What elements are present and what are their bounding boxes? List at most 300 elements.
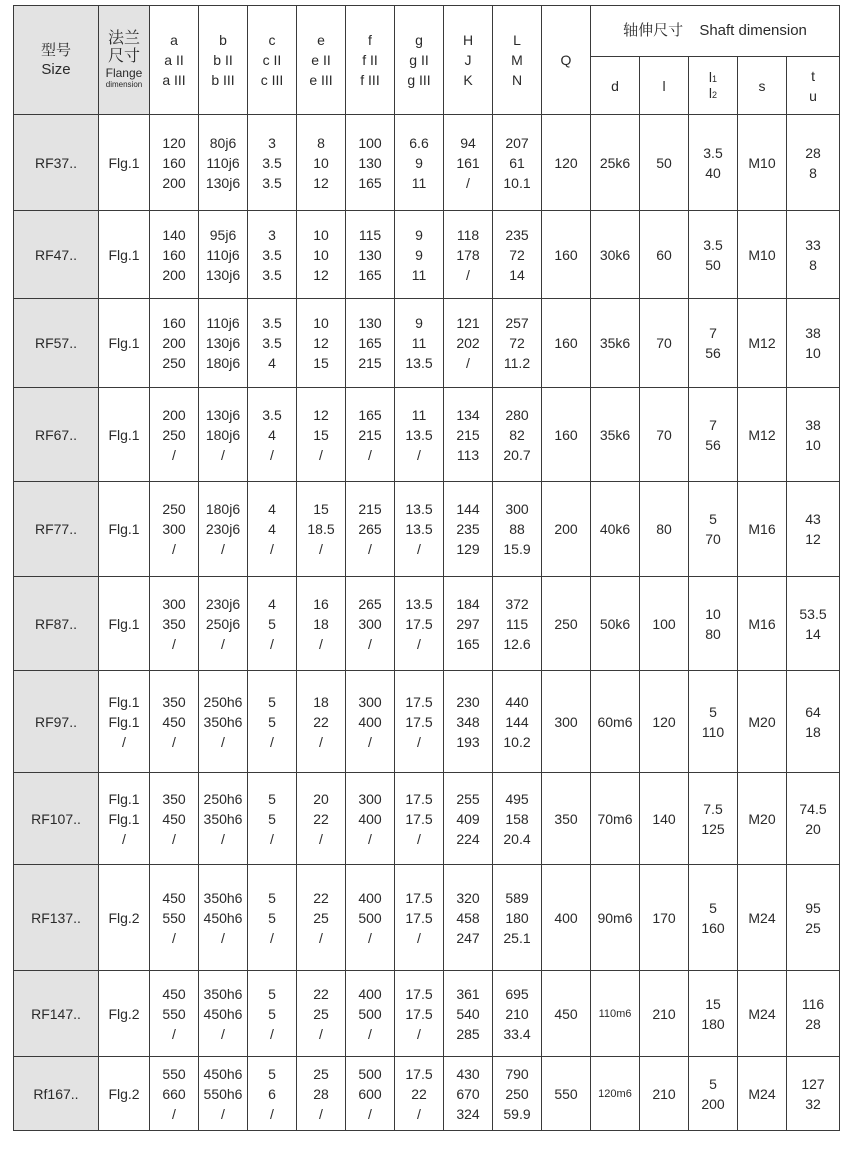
a-cell-line: 450 [162, 985, 186, 1002]
hjk-cell-line: 361 [456, 985, 480, 1002]
table-row [14, 971, 840, 1057]
tu-cell-line: 95 [805, 899, 821, 916]
g-cell-line: 17.5 [405, 985, 433, 1002]
g-cell [395, 971, 444, 1057]
hjk-cell-line: 193 [456, 733, 480, 750]
b-cell-line: 230j6 [205, 595, 241, 612]
b-cell-line: 350h6 [203, 713, 243, 730]
size-header-en: Size [41, 61, 71, 78]
l12-cell [689, 671, 738, 773]
l12-cell [689, 211, 738, 299]
d-cell: 25k6 [591, 115, 640, 211]
col-header-l: l [640, 57, 689, 115]
table-row [14, 115, 840, 211]
b-cell [199, 299, 248, 388]
hjk-cell-line: 224 [456, 830, 480, 847]
e-cell-line: 15 [313, 355, 329, 371]
hjk-cell-line: 409 [456, 810, 480, 827]
c-cell-line: 6 [268, 1085, 276, 1102]
tu-cell-line: 64 [805, 703, 821, 720]
l12-cell [689, 299, 738, 388]
c-cell-line: / [270, 1105, 274, 1122]
flange-cell-line: Flg.1 [108, 154, 140, 171]
d-cell: 35k6 [591, 299, 640, 388]
c-cell-line: 4 [268, 595, 276, 612]
tu-cell-line: 74.5 [799, 800, 827, 817]
f-cell-line: 400 [358, 985, 382, 1002]
b-cell-line: 110j6 [206, 246, 240, 263]
q-cell: 160 [542, 299, 591, 388]
lmn-cell-line: 300 [505, 501, 529, 517]
size-header [14, 6, 99, 115]
l-cell: 70 [640, 299, 689, 388]
l-cell: 100 [640, 577, 689, 671]
e-cell [297, 211, 346, 299]
hjk-cell [444, 388, 493, 482]
a-cell-line: 550 [162, 1065, 186, 1082]
g-cell-line: / [417, 541, 421, 557]
c-cell-line: 4 [268, 426, 276, 443]
col-header-a: a a II a III [150, 6, 199, 115]
f-cell [346, 971, 395, 1057]
e-cell-line: 12 [313, 174, 329, 191]
table-row [14, 482, 840, 577]
g-cell-line: 13.5 [405, 355, 433, 371]
b-cell [199, 388, 248, 482]
a-cell [150, 773, 199, 865]
f-cell [346, 1057, 395, 1131]
f-cell-line: 165 [358, 174, 382, 191]
lmn-cell-line: 495 [505, 790, 529, 807]
a-cell [150, 482, 199, 577]
e-cell-line: 22 [313, 985, 329, 1002]
hjk-cell [444, 1057, 493, 1131]
e-cell [297, 865, 346, 971]
l12-cell-line: 5 [709, 899, 717, 916]
e-cell-line: 25 [313, 1005, 329, 1022]
l12-cell-line: 15 [705, 995, 721, 1012]
b-cell-line: 450h6 [203, 1005, 243, 1022]
b-cell [199, 482, 248, 577]
hjk-cell [444, 482, 493, 577]
a-cell-line: / [172, 1105, 176, 1122]
tu-cell-line: 28 [805, 144, 821, 161]
a-cell-line: 350 [162, 615, 186, 632]
l12-cell [689, 482, 738, 577]
b-cell-line: 450h6 [203, 1065, 243, 1082]
q-cell: 160 [542, 388, 591, 482]
l12-cell-line: 80 [705, 625, 721, 642]
lmn-cell-line: 589 [505, 889, 529, 906]
hjk-cell-line: 255 [456, 790, 480, 807]
e-cell [297, 388, 346, 482]
flange-header-en: Flange [105, 66, 143, 80]
tu-cell [787, 671, 840, 773]
a-cell-line: / [172, 929, 176, 946]
f-cell [346, 577, 395, 671]
g-cell-line: / [417, 830, 421, 847]
tu-cell-line: 25 [805, 919, 821, 936]
tu-cell-line: 20 [805, 820, 821, 837]
flange-cell [99, 388, 150, 482]
g-cell [395, 865, 444, 971]
tu-cell [787, 115, 840, 211]
l12-cell-line: 70 [705, 531, 721, 547]
c-cell-line: 3.5 [262, 174, 282, 191]
c-cell-line: 3.5 [262, 154, 282, 171]
c-cell [248, 865, 297, 971]
col-header-d: d [591, 57, 640, 115]
e-cell-line: 10 [313, 315, 329, 331]
g-cell-line: / [417, 446, 421, 463]
hjk-cell-line: 178 [456, 246, 480, 263]
q-cell: 250 [542, 577, 591, 671]
size-cell: RF37.. [14, 115, 99, 211]
a-cell-line: / [172, 830, 176, 847]
flange-cell-line: Flg.2 [108, 1085, 140, 1102]
b-cell-line: 550h6 [203, 1085, 243, 1102]
l12-cell-line: 3.5 [703, 144, 723, 161]
size-cell: RF147.. [14, 971, 99, 1057]
hjk-cell-line: 113 [456, 446, 480, 463]
c-cell [248, 211, 297, 299]
hjk-cell [444, 211, 493, 299]
tu-cell-line: 8 [809, 164, 817, 181]
hjk-cell [444, 865, 493, 971]
l12-cell-line: 40 [705, 164, 721, 181]
hjk-cell-line: / [466, 174, 470, 191]
tu-cell [787, 482, 840, 577]
q-cell: 450 [542, 971, 591, 1057]
flange-cell-line: Flg.1 [108, 335, 140, 351]
lmn-cell [493, 865, 542, 971]
l12-cell [689, 1057, 738, 1131]
f-cell-line: 300 [358, 790, 382, 807]
hjk-cell-line: 247 [456, 929, 480, 946]
flange-cell-line: Flg.1 [108, 426, 140, 443]
hjk-cell [444, 971, 493, 1057]
a-cell-line: 350 [162, 693, 186, 710]
lmn-cell-line: 257 [505, 315, 529, 331]
spec-table [13, 5, 840, 1131]
l12-cell [689, 115, 738, 211]
b-cell-line: / [221, 446, 225, 463]
s-cell: M24 [738, 865, 787, 971]
a-cell [150, 865, 199, 971]
a-cell-line: 450 [162, 810, 186, 827]
g-cell [395, 773, 444, 865]
a-cell-line: 550 [162, 909, 186, 926]
s-cell: M16 [738, 577, 787, 671]
g-cell-line: 22 [411, 1085, 427, 1102]
g-cell [395, 388, 444, 482]
e-cell-line: / [319, 1025, 323, 1042]
g-cell-line: 13.5 [405, 426, 433, 443]
f-cell-line: / [368, 830, 372, 847]
lmn-cell-line: 20.4 [503, 830, 531, 847]
b-cell [199, 1057, 248, 1131]
g-cell-line: 11 [411, 406, 427, 423]
lmn-cell-line: 250 [505, 1085, 529, 1102]
size-cell: RF107.. [14, 773, 99, 865]
col-header-tu: t u [787, 57, 840, 115]
c-cell [248, 115, 297, 211]
e-cell-line: 16 [313, 595, 329, 612]
g-cell-line: 9 [415, 315, 423, 331]
l-cell: 50 [640, 115, 689, 211]
l12-cell-line: 160 [701, 919, 725, 936]
c-cell [248, 971, 297, 1057]
f-cell-line: 500 [358, 1005, 382, 1022]
size-cell: RF47.. [14, 211, 99, 299]
c-cell-line: 4 [268, 501, 276, 517]
a-cell-line: / [172, 635, 176, 652]
a-cell-line: / [172, 1025, 176, 1042]
hjk-cell-line: 134 [456, 406, 480, 423]
flange-cell-line: Flg.1 [108, 790, 140, 807]
size-cell: Rf167.. [14, 1057, 99, 1131]
col-header-e: e e II e III [297, 6, 346, 115]
hjk-cell-line: 320 [456, 889, 480, 906]
table-row [14, 388, 840, 482]
b-cell-line: 250j6 [205, 615, 241, 632]
size-cell: RF137.. [14, 865, 99, 971]
e-cell [297, 1057, 346, 1131]
g-cell-line: / [417, 635, 421, 652]
col-header-l1-l2: l1 l2 [689, 57, 738, 115]
flange-cell [99, 482, 150, 577]
hjk-cell-line: 285 [456, 1025, 480, 1042]
b-cell [199, 211, 248, 299]
b-cell-line: 180j6 [205, 426, 241, 443]
b-cell-line: 350h6 [203, 985, 243, 1002]
table-row [14, 1057, 840, 1131]
c-cell-line: / [270, 541, 274, 557]
size-header-cn: 型号 [40, 42, 71, 59]
lmn-cell-line: 695 [505, 985, 529, 1002]
l-cell: 120 [640, 671, 689, 773]
a-cell [150, 577, 199, 671]
table-header [14, 6, 840, 115]
g-cell-line: 11 [411, 174, 427, 191]
b-cell-line: 450h6 [203, 909, 243, 926]
a-cell-line: 160 [162, 246, 186, 263]
tu-cell [787, 971, 840, 1057]
b-cell-line: 180j6 [205, 355, 241, 371]
c-cell-line: 5 [268, 713, 276, 730]
g-cell-line: 17.5 [405, 1065, 433, 1082]
lmn-cell-line: 158 [505, 810, 529, 827]
flange-cell [99, 971, 150, 1057]
f-cell-line: 265 [358, 521, 382, 537]
lmn-cell-line: 59.9 [503, 1105, 531, 1122]
g-cell [395, 577, 444, 671]
e-cell-line: 25 [313, 909, 329, 926]
g-cell-line: 9 [415, 226, 423, 243]
e-cell-line: 18 [313, 615, 329, 632]
e-cell-line: / [319, 830, 323, 847]
tu-cell-line: 43 [805, 511, 821, 527]
f-cell-line: 300 [358, 693, 382, 710]
l12-cell [689, 388, 738, 482]
b-cell-line: 130j6 [205, 335, 241, 351]
l12-cell-line: 7 [709, 325, 717, 341]
lmn-cell [493, 115, 542, 211]
l12-cell [689, 773, 738, 865]
l12-cell-line: 180 [701, 1015, 725, 1032]
f-cell-line: 500 [358, 1065, 382, 1082]
e-cell-line: / [319, 446, 323, 463]
f-cell-line: / [368, 1105, 372, 1122]
flange-cell-line: Flg.1 [108, 521, 140, 537]
hjk-cell-line: 161 [456, 154, 480, 171]
f-cell-line: 265 [358, 595, 382, 612]
l-cell: 80 [640, 482, 689, 577]
c-cell-line: / [270, 830, 274, 847]
shaft-dimension-header [591, 6, 840, 57]
e-cell-line: 8 [317, 134, 325, 151]
e-cell-line: 10 [313, 154, 329, 171]
a-cell-line: / [172, 733, 176, 750]
b-cell-line: 180j6 [205, 501, 241, 517]
l12-cell-line: 110 [701, 723, 725, 740]
f-cell-line: 165 [358, 266, 382, 283]
f-cell [346, 211, 395, 299]
l12-cell-line: 3.5 [703, 236, 723, 253]
l12-cell-line: 7.5 [703, 800, 723, 817]
flange-header-cn: 法兰尺寸 [107, 30, 140, 65]
shaft-header-en: Shaft dimension [699, 22, 807, 39]
d-cell: 70m6 [591, 773, 640, 865]
a-cell [150, 211, 199, 299]
a-cell [150, 671, 199, 773]
col-header-s: s [738, 57, 787, 115]
g-cell-line: 9 [415, 246, 423, 263]
table-row [14, 773, 840, 865]
a-cell-line: 250 [162, 426, 186, 443]
lmn-cell-line: 115 [505, 615, 529, 632]
s-cell: M20 [738, 671, 787, 773]
hjk-cell-line: 670 [456, 1085, 480, 1102]
f-cell-line: 300 [358, 615, 382, 632]
c-cell-line: 3.5 [262, 266, 282, 283]
l-cell: 170 [640, 865, 689, 971]
b-cell-line: 110j6 [206, 315, 240, 331]
e-cell-line: 22 [313, 810, 329, 827]
c-cell-line: 5 [268, 985, 276, 1002]
b-cell-line: / [221, 1105, 225, 1122]
c-cell-line: 5 [268, 1065, 276, 1082]
a-cell-line: 250 [162, 501, 186, 517]
table-row [14, 577, 840, 671]
f-cell [346, 671, 395, 773]
a-cell-line: 350 [162, 790, 186, 807]
g-cell-line: 17.5 [405, 909, 433, 926]
b-cell-line: 250h6 [203, 693, 243, 710]
b-cell [199, 115, 248, 211]
b-cell-line: 130j6 [205, 266, 241, 283]
c-cell-line: 3.5 [262, 315, 282, 331]
flange-cell-line: Flg.2 [108, 1005, 140, 1022]
f-cell-line: 400 [358, 810, 382, 827]
e-cell [297, 299, 346, 388]
a-cell [150, 1057, 199, 1131]
tu-cell [787, 1057, 840, 1131]
s-cell: M10 [738, 211, 787, 299]
flange-cell-line: / [122, 830, 126, 847]
lmn-cell-line: 88 [509, 521, 525, 537]
tu-cell [787, 773, 840, 865]
tu-cell [787, 865, 840, 971]
f-cell-line: 130 [358, 246, 382, 263]
a-cell-line: / [172, 446, 176, 463]
c-cell [248, 1057, 297, 1131]
flange-cell [99, 211, 150, 299]
b-cell-line: 110j6 [206, 154, 240, 171]
d-cell: 110m6 [591, 971, 640, 1057]
s-cell: M24 [738, 1057, 787, 1131]
tu-cell-line: 33 [805, 236, 821, 253]
tu-cell [787, 577, 840, 671]
b-cell-line: 95j6 [209, 226, 237, 243]
g-cell-line: / [417, 1025, 421, 1042]
f-cell-line: 130 [358, 154, 382, 171]
q-cell: 160 [542, 211, 591, 299]
s-cell: M12 [738, 388, 787, 482]
e-cell-line: 15 [313, 426, 329, 443]
c-cell-line: 3 [268, 226, 276, 243]
a-cell [150, 971, 199, 1057]
c-cell-line: / [270, 635, 274, 652]
lmn-cell-line: 72 [509, 246, 525, 263]
hjk-cell-line: 540 [456, 1005, 480, 1022]
flange-cell-line: Flg.1 [108, 246, 140, 263]
a-cell [150, 115, 199, 211]
flange-cell [99, 577, 150, 671]
s-cell: M10 [738, 115, 787, 211]
c-cell-line: 5 [268, 889, 276, 906]
b-cell [199, 577, 248, 671]
f-cell [346, 299, 395, 388]
f-cell-line: / [368, 446, 372, 463]
table-body [14, 115, 840, 1131]
size-cell: RF57.. [14, 299, 99, 388]
f-cell [346, 773, 395, 865]
tu-cell-line: 10 [805, 345, 821, 361]
hjk-cell-line: 235 [456, 521, 480, 537]
hjk-cell-line: 324 [456, 1105, 480, 1122]
l-cell: 140 [640, 773, 689, 865]
q-cell: 120 [542, 115, 591, 211]
col-header-f: f f II f III [346, 6, 395, 115]
l12-cell [689, 577, 738, 671]
flange-cell [99, 299, 150, 388]
e-cell-line: 12 [313, 335, 329, 351]
l12-cell-line: 56 [705, 436, 721, 453]
g-cell-line: 17.5 [405, 889, 433, 906]
c-cell-line: 3.5 [262, 335, 282, 351]
g-cell-line: 9 [415, 154, 423, 171]
lmn-cell-line: 144 [505, 713, 529, 730]
q-cell: 300 [542, 671, 591, 773]
f-cell-line: / [368, 635, 372, 652]
c-cell [248, 482, 297, 577]
e-cell-line: 10 [313, 226, 329, 243]
e-cell-line: 22 [313, 713, 329, 730]
lmn-cell-line: 280 [505, 406, 529, 423]
hjk-cell-line: / [466, 266, 470, 283]
tu-cell-line: 10 [805, 436, 821, 453]
